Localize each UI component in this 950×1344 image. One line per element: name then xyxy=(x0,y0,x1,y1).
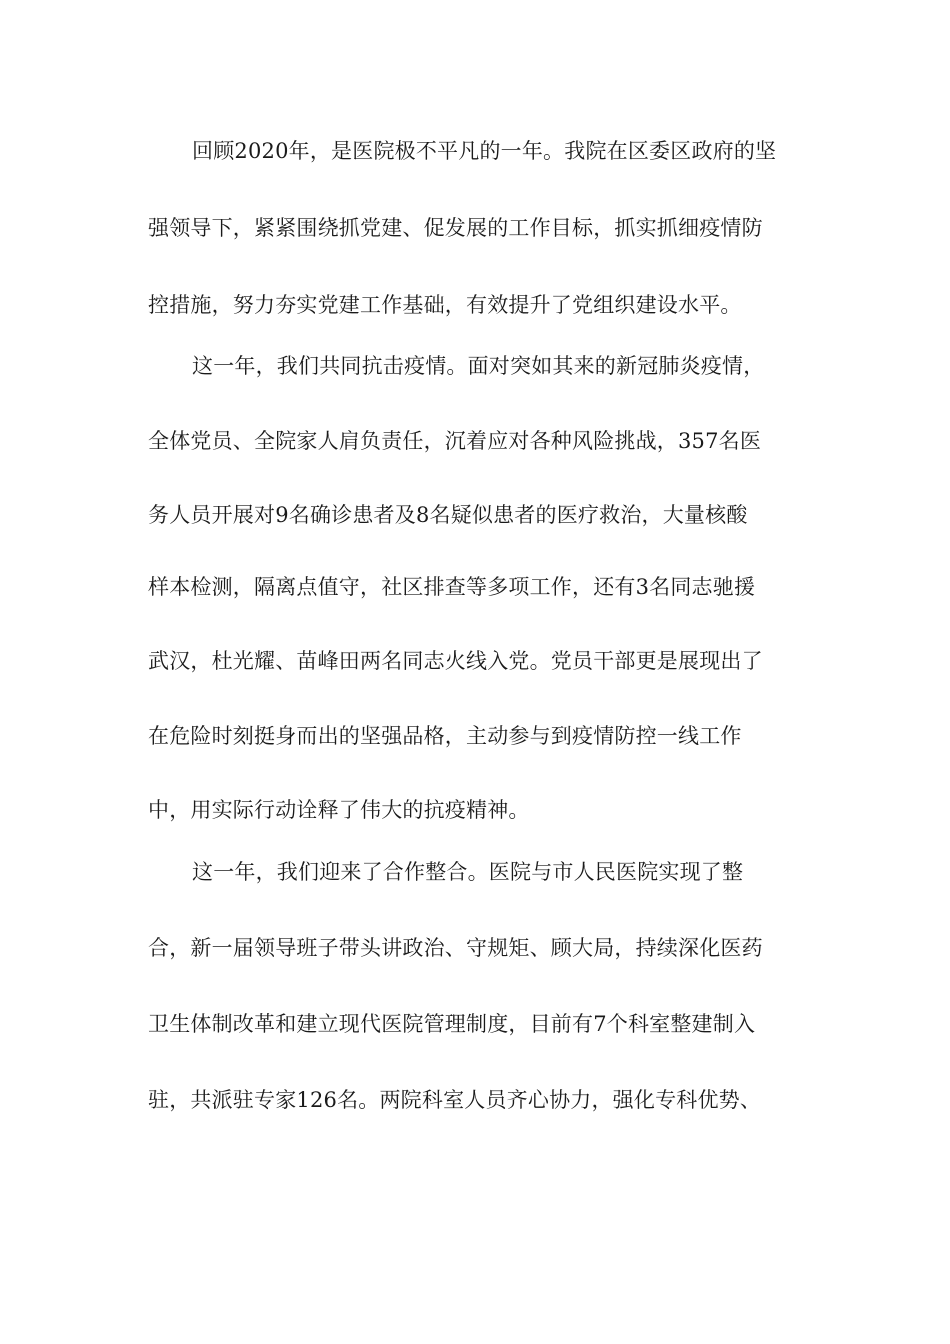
text-line: 控措施，努力夯实党建工作基础，有效提升了党组织建设水平。 xyxy=(148,293,742,317)
paragraph-1-line-2 xyxy=(0,208,950,248)
paragraph-2-line-6 xyxy=(0,716,950,756)
paragraph-2-line-3 xyxy=(0,495,950,535)
paragraph-3-line-1 xyxy=(0,852,950,892)
paragraph-2-line-4 xyxy=(0,567,950,607)
paragraph-1-line-1 xyxy=(0,131,950,171)
text-line: 武汉，杜光耀、苗峰田两名同志火线入党。党员干部更是展现出了 xyxy=(148,649,763,673)
text-line: 合，新一届领导班子带头讲政治、守规矩、顾大局，持续深化医药 xyxy=(148,936,763,960)
paragraph-2-line-1 xyxy=(0,346,950,386)
text-line: 卫生体制改革和建立现代医院管理制度，目前有7个科室整建制入 xyxy=(148,1012,756,1036)
text-line: 样本检测，隔离点值守，社区排查等多项工作，还有3名同志驰援 xyxy=(148,575,756,599)
text-line: 在危险时刻挺身而出的坚强品格，主动参与到疫情防控一线工作 xyxy=(148,724,742,748)
paragraph-3-line-4 xyxy=(0,1080,950,1120)
text-line: 强领导下，紧紧围绕抓党建、促发展的工作目标，抓实抓细疫情防 xyxy=(148,216,763,240)
text-line: 全体党员、全院家人肩负责任，沉着应对各种风险挑战，357名医 xyxy=(148,429,762,453)
text-line: 中，用实际行动诠释了伟大的抗疫精神。 xyxy=(148,798,530,822)
paragraph-3-line-2 xyxy=(0,928,950,968)
text-line: 这一年，我们共同抗击疫情。面对突如其来的新冠肺炎疫情， xyxy=(192,354,765,378)
text-line: 这一年，我们迎来了合作整合。医院与市人民医院实现了整 xyxy=(192,860,744,884)
text-line: 务人员开展对9名确诊患者及8名疑似患者的医疗救治，大量核酸 xyxy=(148,503,748,527)
text-line: 回顾2020年，是医院极不平凡的一年。我院在区委区政府的坚 xyxy=(192,139,777,163)
text-line: 驻，共派驻专家126名。两院科室人员齐心协力，强化专科优势、 xyxy=(148,1088,762,1112)
paragraph-2-line-2 xyxy=(0,421,950,461)
paragraph-2-line-5 xyxy=(0,641,950,681)
paragraph-2-line-7 xyxy=(0,790,950,830)
paragraph-1-line-3 xyxy=(0,285,950,325)
paragraph-3-line-3 xyxy=(0,1004,950,1044)
